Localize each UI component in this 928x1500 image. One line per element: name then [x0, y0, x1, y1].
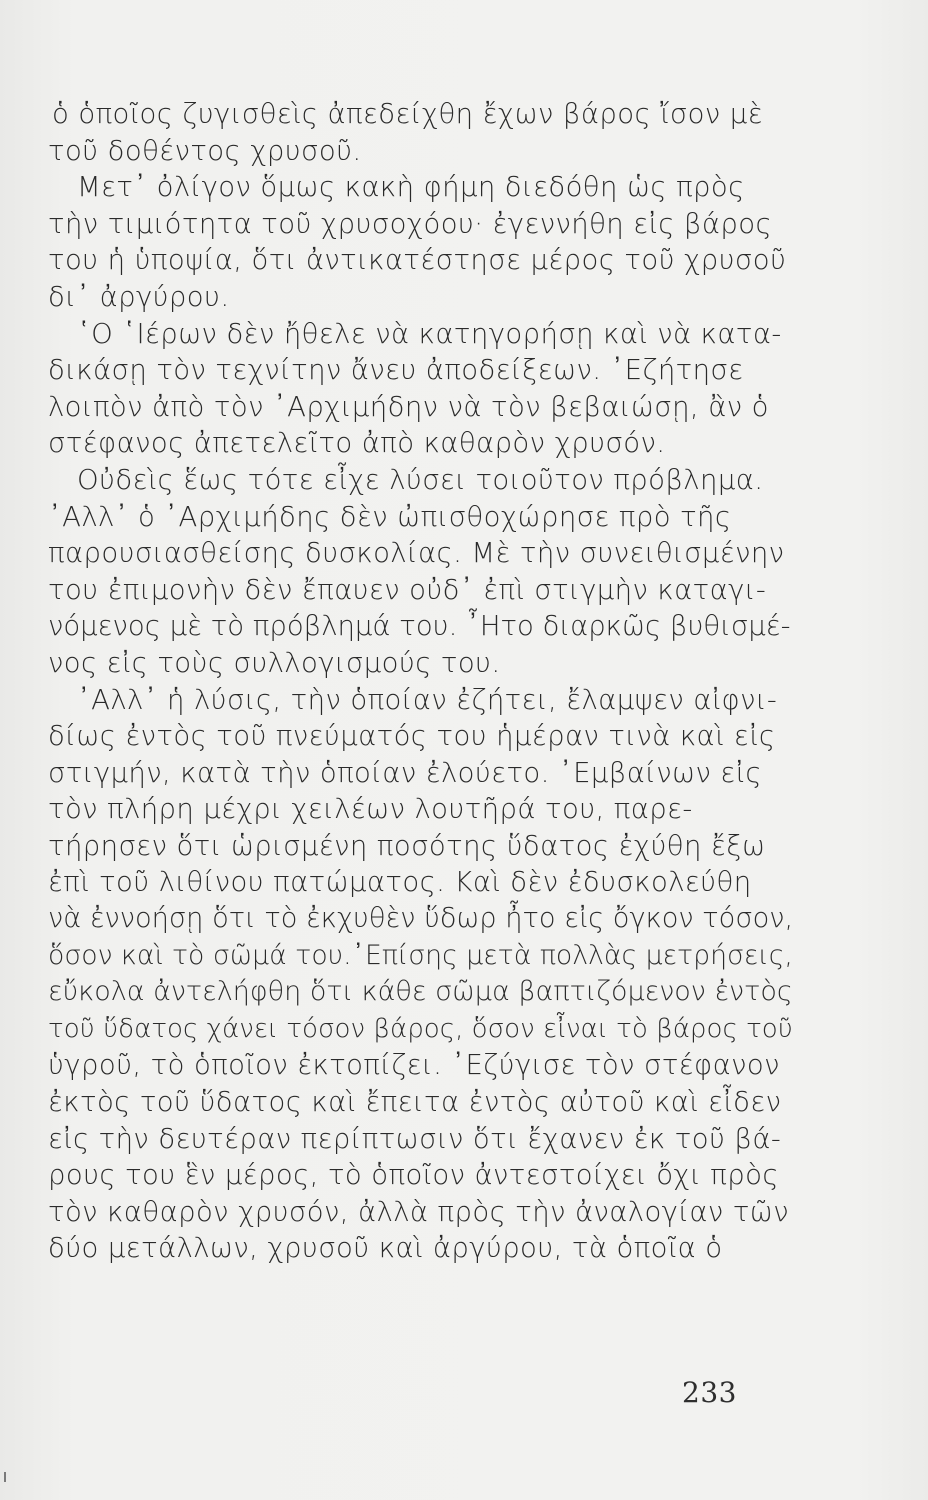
text-line: στιγμήν, κατὰ τὴν ὁποίαν ἐλούετο. ᾿Εμβαίνων εἰς	[48, 756, 762, 789]
text-line: ὑγροῦ, τὸ ὁποῖον ἐκτοπίζει. ᾿Εζύγισε τὸν στέφανον	[48, 1049, 780, 1082]
text-line: νος εἰς τοὺς συλλογισμούς του.	[48, 646, 501, 679]
text-line: ὁ ὁποῖος ζυγισθεὶς ἀπεδείχθη ἔχων βάρος ἴσον μὲ	[52, 98, 763, 130]
scan-margin-mark	[4, 1472, 6, 1482]
text-line: ἐκτὸς τοῦ ὕδατος καὶ ἔπειτα ἐντὸς αὐτοῦ καὶ εἶδεν	[48, 1086, 782, 1119]
text-line: δίως ἐντὸς τοῦ πνεύματός του ἡμέραν τινὰ καὶ εἰς	[48, 720, 776, 753]
text-line: ῾Ο ῾Ιέρων δὲν ἤθελε νὰ κατηγορήσῃ καὶ νὰ κατα-	[77, 317, 782, 350]
text-line: ᾿Αλλ᾿ ἡ λύσις, τὴν ὁποίαν ἐζήτει, ἔλαμψεν αἰφνι-	[77, 683, 778, 716]
text-line: λοιπὸν ἀπὸ τὸν ᾿Αρχιμήδην νὰ τὸν βεβαιώσῃ, ἂν ὁ	[48, 390, 769, 423]
text-line: τὸν πλήρη μέχρι χειλέων λουτῆρά του, παρε-	[48, 793, 693, 826]
text-line: ὅσον καὶ τὸ σῶμά του.᾿Επίσης μετὰ πολλὰς μετρήσεις,	[48, 939, 793, 971]
text-line: ἐπὶ τοῦ λιθίνου πατώματος. Καὶ δὲν ἐδυσκολεύθη	[48, 866, 752, 899]
page-number: 233	[682, 1376, 737, 1409]
text-line: Οὐδεὶς ἕως τότε εἶχε λύσει τοιοῦτον πρόβλημα.	[77, 463, 764, 496]
text-line: τοῦ δοθέντος χρυσοῦ.	[48, 134, 362, 167]
text-line: του ἡ ὑποψία, ὅτι ἀντικατέστησε μέρος τοῦ χρυσοῦ	[48, 244, 787, 277]
text-line: νὰ ἐννοήσῃ ὅτι τὸ ἐκχυθὲν ὕδωρ ἦτο εἰς ὄγκον τόσον,	[48, 903, 794, 935]
text-line: δύο μετάλλων, χρυσοῦ καὶ ἀργύρου, τὰ ὁποῖα ὁ	[48, 1232, 723, 1265]
text-line: παρουσιασθείσης δυσκολίας. Μὲ τὴν συνειθισμένην	[48, 537, 785, 570]
text-line: του ἐπιμονὴν δὲν ἔπαυεν οὐδ᾿ ἐπὶ στιγμὴν καταγι-	[48, 573, 767, 606]
text-line: τοῦ ὕδατος χάνει τόσον βάρος, ὅσον εἶναι τὸ βάρος τοῦ	[48, 1013, 793, 1044]
text-line: δι᾿ ἀργύρου.	[48, 280, 230, 313]
text-line: ρους του ἓν μέρος, τὸ ὁποῖον ἀντεστοίχει ὄχι πρὸς	[48, 1159, 779, 1192]
text-line: στέφανος ἀπετελεῖτο ἀπὸ καθαρὸν χρυσόν.	[48, 427, 666, 460]
text-line: τὴν τιμιότητα τοῦ χρυσοχόου· ἐγεννήθη εἰς βάρος	[48, 207, 773, 240]
text-line: ᾿Αλλ᾿ ὁ ᾿Αρχιμήδης δὲν ὠπισθοχώρησε πρὸ τῆς	[48, 500, 732, 533]
text-line: εὔκολα ἀντελήφθη ὅτι κάθε σῶμα βαπτιζόμενον ἐντὸς	[48, 976, 793, 1008]
text-line: εἰς τὴν δευτέραν περίπτωσιν ὅτι ἔχανεν ἐκ τοῦ βά-	[48, 1122, 782, 1155]
text-line: Μετ᾿ ὀλίγον ὅμως κακὴ φήμη διεδόθη ὡς πρὸς	[77, 171, 745, 204]
text-line: δικάσῃ τὸν τεχνίτην ἄνευ ἀποδείξεων. ᾿Εζήτησε	[48, 354, 744, 387]
text-line: νόμενος μὲ τὸ πρόβλημά του. ῏Ητο διαρκῶς βυθισμέ-	[48, 610, 791, 643]
text-line: τήρησεν ὅτι ὡρισμένη ποσότης ὕδατος ἐχύθη ἔξω	[48, 829, 766, 862]
body-text	[48, 96, 794, 1267]
text-line: τὸν καθαρὸν χρυσόν, ἀλλὰ πρὸς τὴν ἀναλογίαν τῶν	[48, 1195, 789, 1228]
